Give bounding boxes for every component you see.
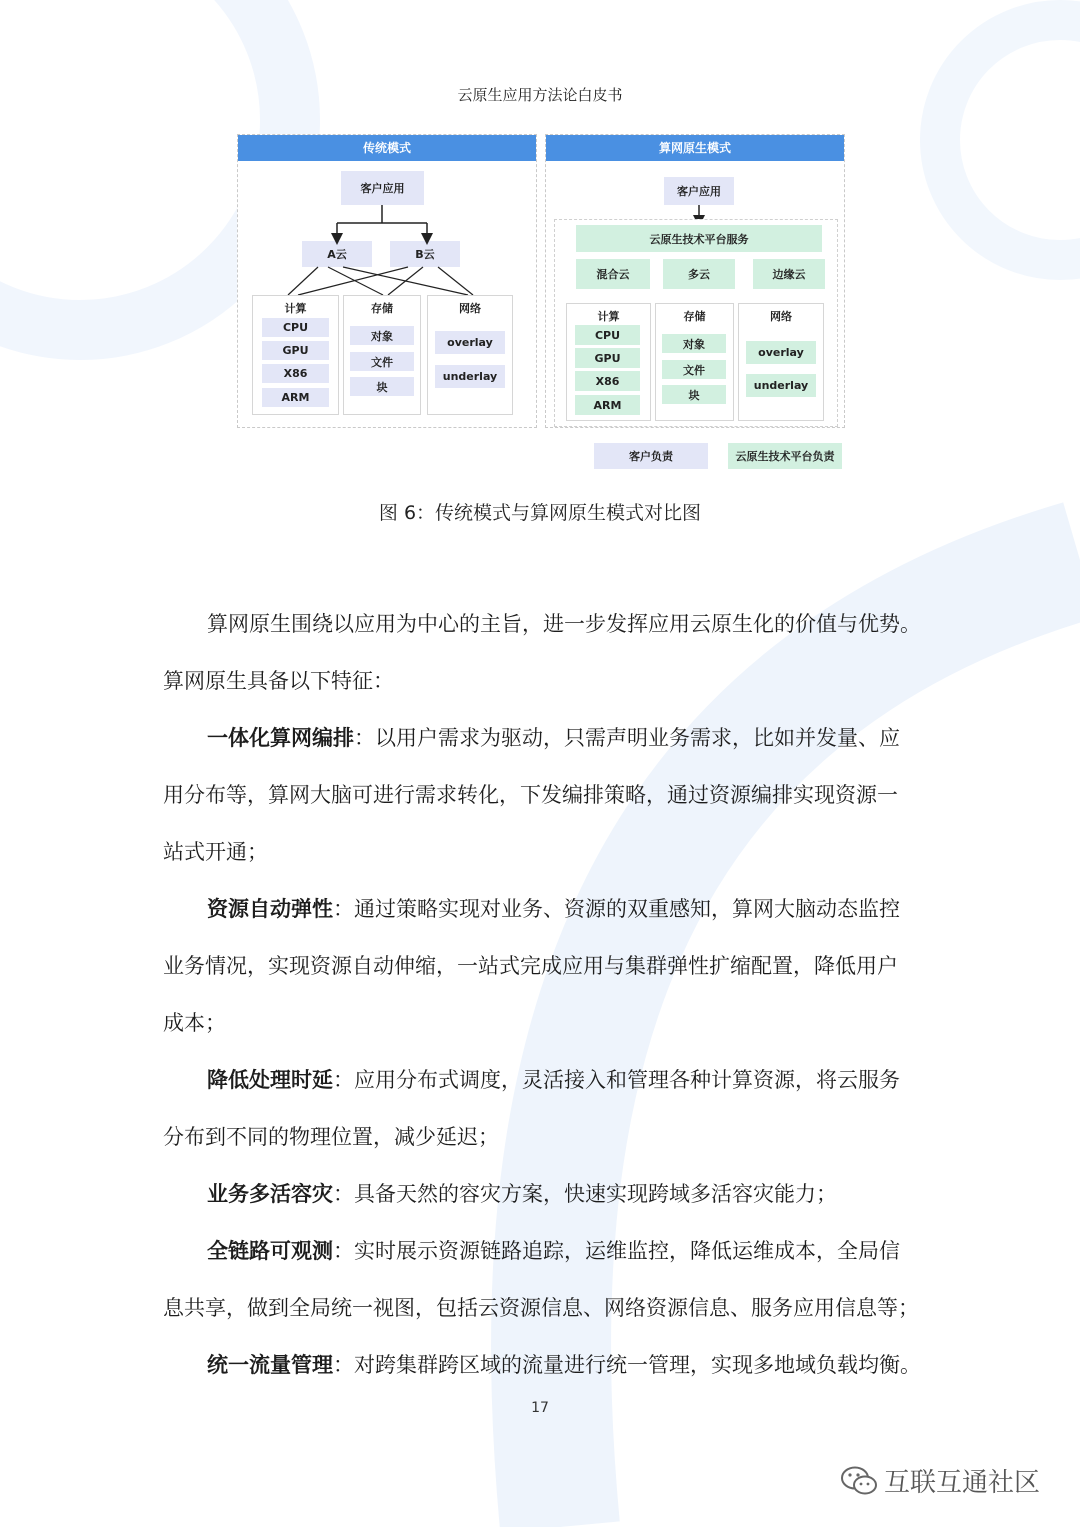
storage-item: 块 [350, 377, 414, 396]
feature-text: ：应用分布式调度，灵活接入和管理各种计算资源，将云服务 [333, 1068, 900, 1092]
computing-network-native-panel [545, 134, 845, 428]
storage-item: 文件 [662, 360, 726, 379]
compute-title: 计算 [284, 302, 307, 315]
compute-item: ARM [262, 388, 329, 407]
cloud-b-box: B云 [390, 241, 460, 267]
intro-line: 算网原生具备以下特征： [163, 669, 394, 693]
feature-text: 业务情况，实现资源自动伸缩，一站式完成应用与集群弹性扩缩配置，降低用户 [163, 954, 898, 978]
feature-observability [163, 1223, 923, 1280]
document-header: 云原生应用方法论白皮书 [457, 86, 623, 104]
feature-title: 资源自动弹性 [207, 897, 333, 921]
feature-text: ：通过策略实现对业务、资源的双重感知，算网大脑动态监控 [333, 897, 900, 921]
legend-platform: 云原生技术平台负责 [728, 443, 842, 469]
storage-item: 文件 [350, 352, 414, 371]
feature-text: 站式开通； [163, 840, 268, 864]
figure-caption: 图 6：传统模式与算网原生模式对比图 [378, 502, 702, 524]
compute-item: ARM [575, 395, 640, 415]
feature-title: 一体化算网编排 [207, 726, 354, 750]
compute-title: 计算 [597, 310, 620, 323]
storage-group [655, 303, 734, 421]
customer-app-box: 客户应用 [664, 177, 734, 205]
network-item: overlay [746, 341, 816, 364]
compute-item: CPU [262, 318, 329, 337]
panel-title: 算网原生模式 [546, 135, 844, 161]
network-item: underlay [746, 374, 816, 397]
traditional-mode-panel [237, 134, 537, 428]
network-group [738, 303, 824, 421]
compute-item: X86 [262, 364, 329, 383]
feature-title: 统一流量管理 [207, 1353, 333, 1377]
multi-cloud-box: 多云 [663, 259, 735, 289]
platform-service-box: 云原生技术平台服务 [576, 225, 822, 252]
storage-item: 对象 [662, 334, 726, 353]
customer-app-box: 客户应用 [341, 171, 424, 205]
compute-group [566, 303, 651, 421]
feature-text: 用分布等，算网大脑可进行需求转化，下发编排策略，通过资源编排实现资源一 [163, 783, 898, 807]
feature-text: 成本； [163, 1011, 226, 1035]
wechat-icon [840, 1465, 878, 1497]
body-text [163, 596, 923, 1394]
storage-title: 存储 [683, 310, 706, 323]
feature-text: 分布到不同的物理位置，减少延迟； [163, 1125, 499, 1149]
watermark-text: 互联互通社区 [884, 1468, 1041, 1498]
hybrid-cloud-box: 混合云 [576, 259, 650, 289]
compute-item: CPU [575, 325, 640, 345]
feature-integrated-orchestration [163, 710, 923, 767]
storage-group [343, 295, 421, 415]
feature-text: ：具备天然的容灾方案，快速实现跨域多活容灾能力； [333, 1182, 837, 1206]
feature-title: 降低处理时延 [207, 1068, 333, 1092]
feature-text: ：实时展示资源链路追踪，运维监控，降低运维成本，全局信 [333, 1239, 900, 1263]
panel-title: 传统模式 [238, 135, 536, 161]
network-group [427, 295, 513, 415]
page-number: 17 [531, 1400, 549, 1416]
feature-title: 全链路可观测 [207, 1239, 333, 1263]
feature-traffic-management [163, 1337, 923, 1394]
compute-item: GPU [575, 348, 640, 368]
feature-disaster-recovery [163, 1166, 923, 1223]
storage-title: 存储 [371, 302, 393, 315]
network-item: overlay [435, 331, 505, 354]
feature-title: 业务多活容灾 [207, 1182, 333, 1206]
feature-text: ：以用户需求为驱动，只需声明业务需求，比如并发量、应 [354, 726, 900, 750]
intro-line: 算网原生围绕以应用为中心的主旨，进一步发挥应用云原生化的价值与优势。 [207, 612, 921, 636]
storage-item: 块 [662, 385, 726, 404]
edge-cloud-box: 边缘云 [753, 259, 825, 289]
storage-item: 对象 [350, 326, 414, 345]
watermark [840, 1462, 1040, 1499]
feature-text: 息共享，做到全局统一视图，包括云资源信息、网络资源信息、服务应用信息等； [163, 1296, 919, 1320]
cloud-a-box: A云 [302, 241, 372, 267]
network-item: underlay [435, 365, 505, 388]
feature-low-latency [163, 1052, 923, 1109]
compute-item: X86 [575, 371, 640, 391]
network-title: 网络 [459, 302, 481, 315]
network-title: 网络 [770, 310, 792, 323]
compute-item: GPU [262, 341, 329, 360]
feature-auto-elasticity [163, 881, 923, 938]
feature-text: ：对跨集群跨区域的流量进行统一管理，实现多地域负载均衡。 [333, 1353, 921, 1377]
compute-group [252, 295, 339, 415]
legend-customer: 客户负责 [594, 443, 708, 469]
